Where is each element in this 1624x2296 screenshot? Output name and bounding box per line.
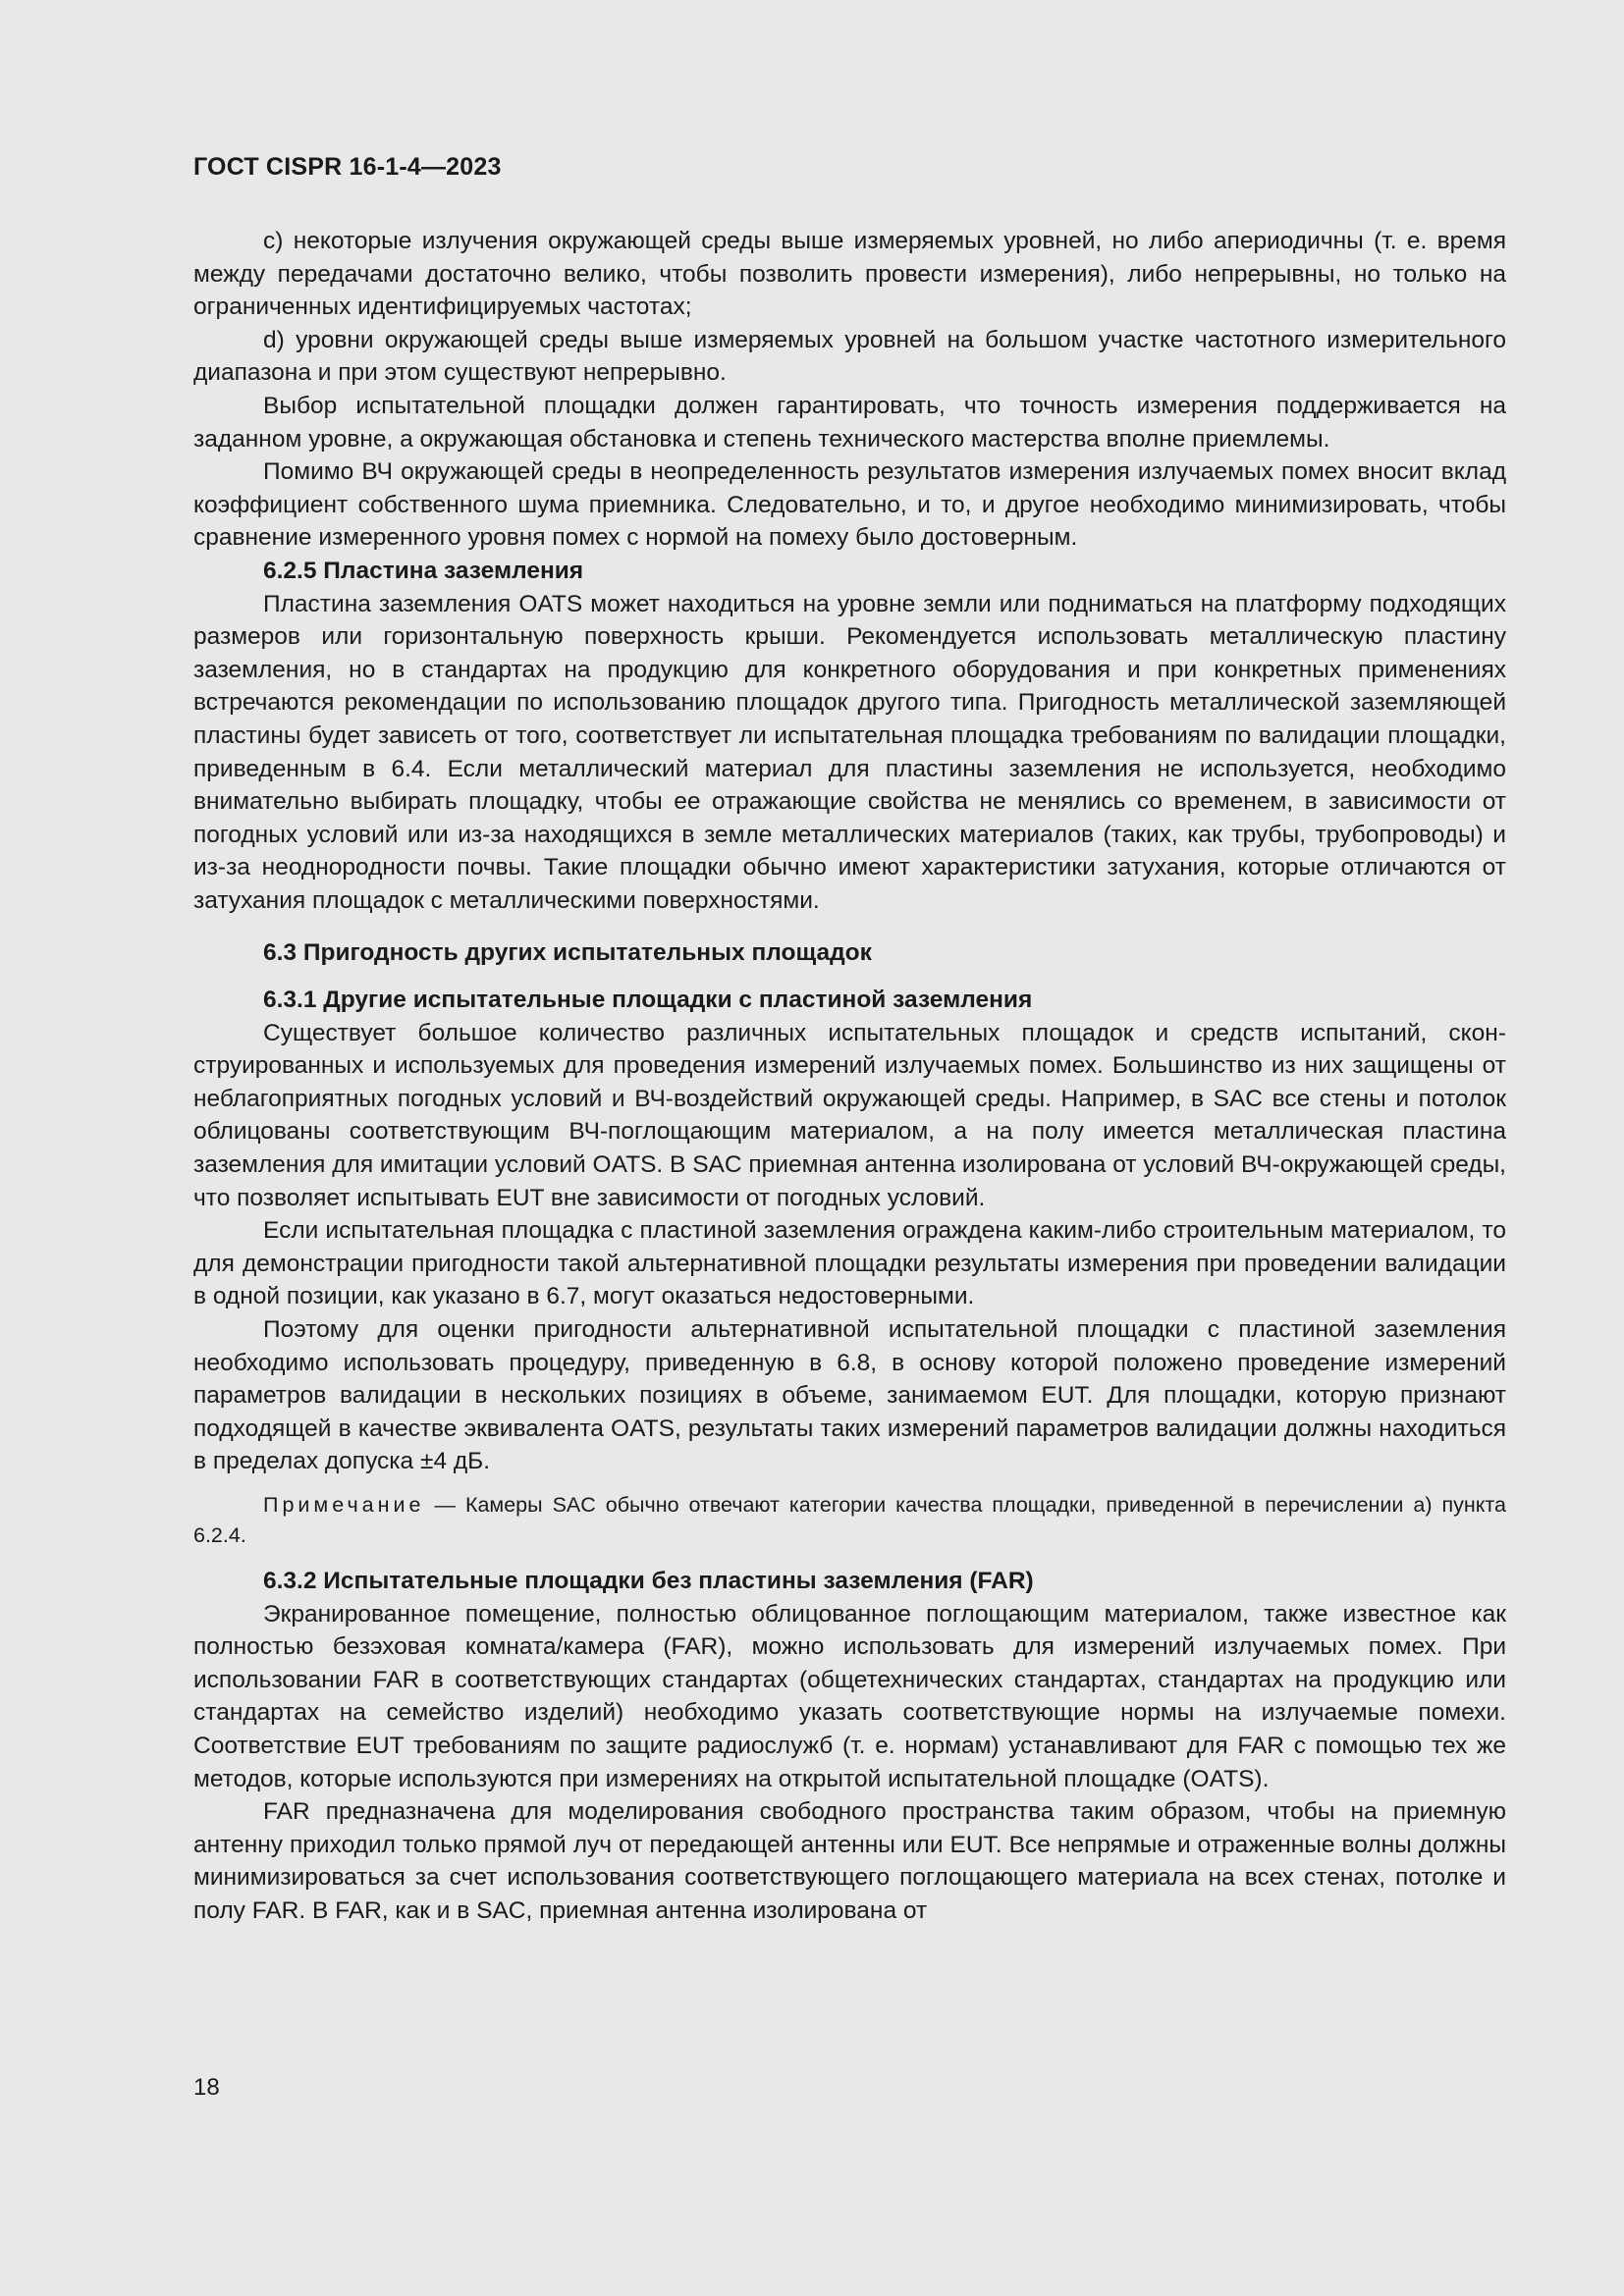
- paragraph-other-sites: Существует большое количество различных испытательных площадок и средств испытаний, сконструированных и используемых для проведения измерений излучаемых помех. Большинство из них защищены от неблагоприятных погодных условий и ВЧ-воздействий окружающей среды. Например, в SAC все стены и потолок облицованы соответствующим ВЧ-поглощающим материалом, а на полу имеется металлическая пластина заземления для имитации условий OATS. В SAC приемная антенна изолирована от условий ВЧ-окружающей среды, что позволяет испытывать EUT вне зависимости от погодных условий.: [193, 1019, 1506, 1211]
- paragraph-enclosed-site: Если испытательная площадка с пластиной заземления ограждена каким-либо строительным материалом, то для демонстрации пригодности такой альтернативной площадки результаты измерения при проведении валидации в одной позиции, как указано в 6.7, могут оказаться недостоверными.: [193, 1217, 1506, 1310]
- section-heading-6-3-2: 6.3.2 Испытательные площадки без пластины заземления (FAR): [263, 1567, 1034, 1594]
- section-heading-6-3-1: 6.3.1 Другие испытательные площадки с пластиной заземления: [263, 987, 1033, 1014]
- section-heading-6-3: 6.3 Пригодность других испытательных площадок: [263, 939, 872, 967]
- paragraph-receiver-noise: Помимо ВЧ окружающей среды в неопределенность результатов измерения излучаемых помех вносит вклад коэффициент собственного шума приемника. Следовательно, и то, и другое необходимо минимизировать, чтобы сравнение измеренного уровня помех с нормой на помеху было достоверным.: [193, 458, 1506, 552]
- paragraph-site-choice: Выбор испытательной площадки должен гарантировать, что точность измерения поддерживается на заданном уровне, а окружающая обстановка и степень технического мастерства вполне приемлемы.: [193, 392, 1506, 453]
- note-label: Примечание: [263, 1492, 425, 1517]
- paragraph-item-c: c) некоторые излучения окружающей среды выше измеряемых уровней, но либо апериодичны (т. е. время между передачами достаточно велико, чтобы позволить провести измерения), либо непрерывны, но только на ограниченных идентифицируемых частотах;: [193, 228, 1506, 321]
- page-number: 18: [193, 2074, 220, 2101]
- paragraph-far-purpose: FAR предназначена для моделирования свободного пространства таким образом, чтобы на приемную антенну приходил только прямой луч от передающей антенны или EUT. Все непрямые и отраженные волны должны минимизироваться за счет использования соответствующего поглощающего материала на всех стенах, потолке и полу FAR. В FAR, как и в SAC, приемная антенна изолирована от: [193, 1798, 1506, 1924]
- note: [193, 1490, 1506, 1551]
- section-heading-6-2-5: 6.2.5 Пластина заземления: [263, 557, 584, 584]
- paragraph-far-room: Экранированное помещение, полностью облицованное поглощающим материалом, также известное как полностью безэховая комната/камера (FAR), можно использовать для измерений излучаемых помех. При использовании FAR в соответствующих стандартах (общетехнических стандартах, стандартах на продукцию или стандартах на семейство изделий) необходимо указать соответствующие нормы на излучаемые помехи. Соответствие EUT требованиям по защите радиослужб (т. е. нормам) устанавливают для FAR с помощью тех же методов, которые используются при измерениях на открытой испытательной площадке (OATS).: [193, 1600, 1506, 1792]
- document-header-title: ГОСТ CISPR 16-1-4—2023: [193, 153, 502, 181]
- paragraph-ground-plane: Пластина заземления OATS может находиться на уровне земли или подниматься на платформу подходящих размеров или горизонтальную поверхность крыши. Рекомендуется использовать металлическую пластину заземления, но в стандартах на продукцию для конкретного оборудования и при конкретных применениях встречаются рекомендации по использованию площадок другого типа. Пригодность металлической заземляющей пластины будет зависеть от того, соответствует ли испытательная площадка требованиям по валидации площадки, приведенным в 6.4. Если металлический материал для пластины заземления не используется, необходимо внимательно выбирать площадку, чтобы ее отражающие свойства не менялись со временем, в зависимости от погодных условий или из-за находящихся в земле металлических материалов (таких, как трубы, трубопроводы) и из-за неоднородности почвы. Такие площадки обычно имеют характеристики затухания, которые отличаются от затухания площадок с металлическими поверхностями.: [193, 590, 1506, 914]
- document-body: [193, 225, 1506, 1928]
- paragraph-validation-procedure: Поэтому для оценки пригодности альтернативной испытательной площадки с пластиной заземления необходимо использовать процедуру, приведенную в 6.8, в основу которой положено проведение измерений параметров валидации в нескольких позициях в объеме, занимаемом EUT. Для площадки, которую признают подходящей в качестве эквивалента OATS, результаты таких измерений параметров валидации должны находиться в пределах допуска ±4 дБ.: [193, 1316, 1506, 1475]
- note-text: — Камеры SAC обычно отвечают категории качества площадки, приведенной в перечислении а) пункта 6.2.4.: [193, 1492, 1506, 1547]
- paragraph-item-d: d) уровни окружающей среды выше измеряемых уровней на большом участке частотного измерительного диапазона и при этом существуют непрерывно.: [193, 326, 1506, 387]
